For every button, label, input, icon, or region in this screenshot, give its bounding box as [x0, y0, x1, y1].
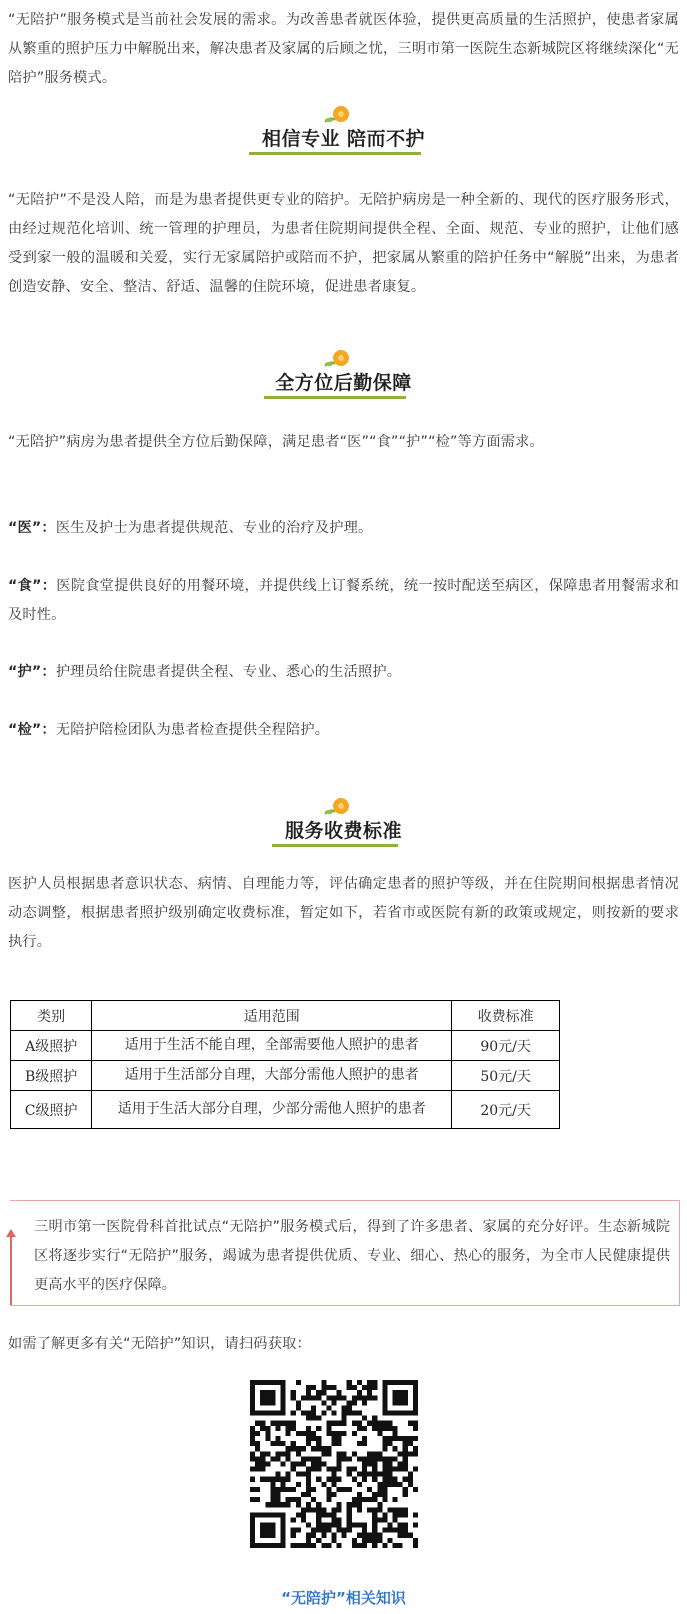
service-item-medical: [8, 514, 679, 543]
table-cell: 适用于生活部分自理，大部分需他人照护的患者: [92, 1061, 452, 1091]
qr-code[interactable]: [250, 1380, 418, 1548]
table-header-row: [11, 1001, 560, 1031]
section-heading-text: 相信专业 陪而不护: [261, 128, 426, 150]
fee-table: [10, 1000, 560, 1129]
table-header-cell: 类别: [11, 1001, 92, 1031]
table-row: [11, 1091, 560, 1129]
item-label: “检”：: [8, 722, 56, 738]
section-body-2: “无陪护”病房为患者提供全方位后勤保障，满足患者“医”“食”“护”“检”等方面需求。: [8, 434, 544, 450]
arrow-up-icon: [6, 1229, 16, 1237]
section-body-3: 医护人员根据患者意识状态、病情、自理能力等，评估确定患者的照护等级，并在住院期间根据患者情况动态调整，根据患者照护级别确定收费标准，暂定如下，若省市或医院有新的政策或规定，则按新的要求执行。: [8, 876, 679, 950]
qr-prompt: 如需了解更多有关“无陪护”知识，请扫码获取：: [8, 1336, 311, 1352]
table-cell: 50元/天: [452, 1061, 560, 1091]
quote-text: 三明市第一医院骨科首批试点“无陪护”服务模式后，得到了许多患者、家属的充分好评。生态新城院区将逐步实行“无陪护”服务，竭诚为患者提供优质、专业、细心、热心的服务，为全市人民健康提供更高水平的医疗保障。: [34, 1219, 670, 1293]
intro-paragraph: “无陪护”服务模式是当前社会发展的需求。为改善患者就医体验，提供更高质量的生活照护，使患者家属从繁重的照护压力中解脱出来，解决患者及家属的后顾之忧，三明市第一医院生态新城院区将继续深化“无陪护”服务模式。: [8, 12, 679, 86]
table-cell: 20元/天: [452, 1091, 560, 1129]
table-cell: 90元/天: [452, 1031, 560, 1061]
quote-bar: [10, 1237, 12, 1305]
qr-caption: “无陪护”相关知识: [281, 1589, 406, 1607]
section-heading-text: 全方位后勤保障: [275, 372, 412, 394]
quote-box: [10, 1200, 680, 1306]
section-heading-text: 服务收费标准: [284, 820, 402, 842]
item-text: 医院食堂提供良好的用餐环境，并提供线上订餐系统，统一按时配送至病区，保障患者用餐需求和及时性。: [8, 578, 679, 623]
heading-underline: [249, 152, 421, 155]
item-label: “医”：: [8, 520, 56, 536]
section-heading-3: [0, 804, 687, 864]
table-row: [11, 1031, 560, 1061]
table-header-cell: 收费标准: [452, 1001, 560, 1031]
table-cell: B级照护: [11, 1061, 92, 1091]
item-label: “食”：: [8, 578, 57, 594]
service-item-care: [8, 658, 679, 687]
table-header-cell: 适用范围: [92, 1001, 452, 1031]
service-item-food: [8, 572, 679, 630]
table-cell: C级照护: [11, 1091, 92, 1129]
item-text: 无陪护陪检团队为患者检查提供全程陪护。: [55, 722, 330, 738]
section-heading-2: [0, 356, 687, 416]
service-item-exam: [8, 716, 679, 745]
section-body-1: “无陪护”不是没人陪，而是为患者提供更专业的陪护。无陪护病房是一种全新的、现代的医疗服务形式，由经过规范化培训、统一管理的护理员，为患者住院期间提供全程、全面、规范、专业的照护，让他们感受到家一般的温暖和关爱，实行无家属陪护或陪而不护，把家属从繁重的陪护任务中“解脱”出来，为患者创造安静、安全、整洁、舒适、温馨的住院环境，促进患者康复。: [8, 192, 679, 295]
item-label: “护”：: [8, 664, 56, 680]
table-cell: 适用于生活不能自理，全部需要他人照护的患者: [92, 1031, 452, 1061]
heading-underline: [272, 844, 398, 847]
table-row: [11, 1061, 560, 1091]
item-text: 医生及护士为患者提供规范、专业的治疗及护理。: [55, 520, 373, 536]
heading-underline: [264, 396, 406, 399]
table-cell: A级照护: [11, 1031, 92, 1061]
section-heading-1: [0, 112, 687, 172]
table-cell: 适用于生活大部分自理，少部分需他人照护的患者: [92, 1091, 452, 1129]
item-text: 护理员给住院患者提供全程、专业、悉心的生活照护。: [55, 664, 402, 680]
